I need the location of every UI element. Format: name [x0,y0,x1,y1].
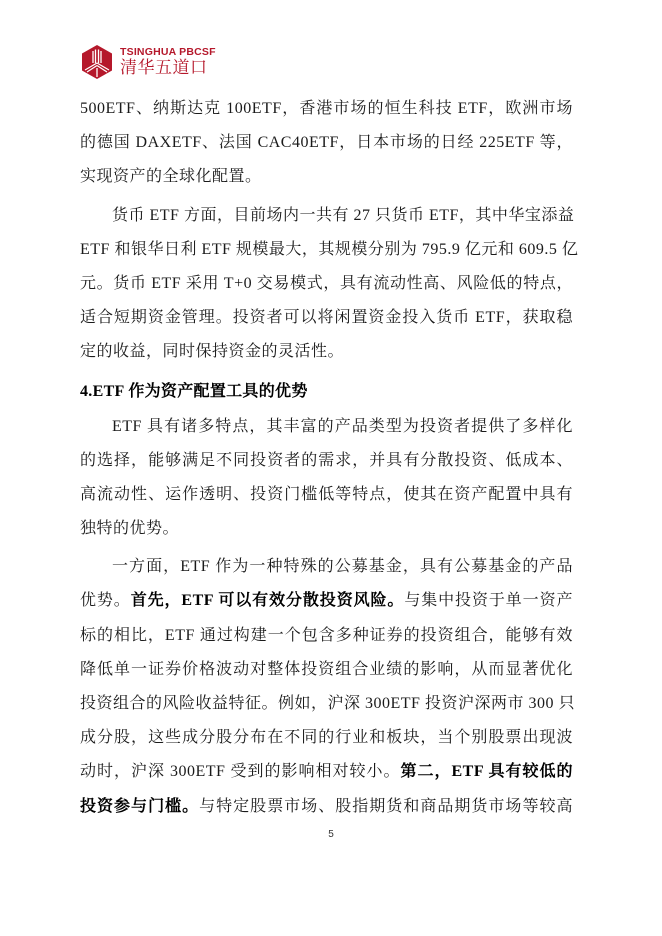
text-line: 标的相比，ETF 通过构建一个包含多种证券的投资组合，能够有效 [80,626,573,644]
text-line [80,755,573,789]
text-line: 定的收益，同时保持资金的灵活性。 [80,343,345,361]
bold-key-point: 第二，ETF 具有较低的 [400,763,573,781]
text-line: 降低单一证券价格波动对整体投资组合业绩的影响，从而显著优化 [80,660,573,678]
text-line: 高流动性、运作透明、投资门槛低等特点，使其在资产配置中具有 [80,485,573,503]
text-line [80,790,573,824]
paragraph-etf-advantages [80,550,573,824]
section-heading: 4.ETF 作为资产配置工具的优势 [80,382,308,400]
bold-key-point: 首先，ETF 可以有效分散投资风险。 [130,592,405,610]
logo-english-name: TSINGHUA PBCSF [120,46,216,58]
paragraph-etf-features [80,410,573,547]
text-line: 元。货币 ETF 采用 T+0 交易模式，具有流动性高、风险低的特点， [80,274,573,292]
text-span: 与集中投资于单一资产 [404,592,573,610]
text-line: 一方面，ETF 作为一种特殊的公募基金，具有公募基金的产品 [112,558,573,576]
text-line: 成分股，这些成分股分布在不同的行业和板块，当个别股票出现波 [80,729,573,747]
tsinghua-logo-icon [80,44,114,80]
text-line: 实现资产的全球化配置。 [80,168,262,186]
text-line: ETF 和银华日利 ETF 规模最大，其规模分别为 795.9 亿元和 609.5 亿 [80,240,579,258]
document-body [80,92,579,824]
text-line: 适合短期资金管理。投资者可以将闲置资金投入货币 ETF，获取稳 [80,309,573,327]
text-line [80,584,573,618]
paragraph-money-etf [80,199,579,370]
bold-key-point: 投资参与门槛。 [80,797,200,815]
text-line: 500ETF、纳斯达克 100ETF，香港市场的恒生科技 ETF，欧洲市场 [80,100,573,117]
header-logo [80,44,216,80]
text-span: 动时，沪深 300ETF 受到的影响相对较小。 [80,763,401,781]
text-line: 货币 ETF 方面，目前场内一共有 27 只货币 ETF，其中华宝添益 [112,206,575,224]
text-line: 独特的优势。 [80,520,180,538]
text-line: 投资组合的风险收益特征。例如，沪深 300ETF 投资沪深两市 300 只 [80,695,575,712]
text-span: 优势。 [80,592,131,610]
text-line: 的选择，能够满足不同投资者的需求，并具有分散投资、低成本、 [80,451,573,469]
paragraph-global-etf [80,92,573,195]
logo-chinese-name: 清华五道口 [120,58,208,78]
text-span: 与特定股票市场、股指期货和商品期货市场等较高 [199,797,573,815]
page-number: 5 [328,829,334,840]
text-line: ETF 具有诸多特点，其丰富的产品类型为投资者提供了多样化 [112,417,573,435]
text-line: 的德国 DAXETF、法国 CAC40ETF，日本市场的日经 225ETF 等， [80,134,573,152]
logo-text [120,46,216,78]
